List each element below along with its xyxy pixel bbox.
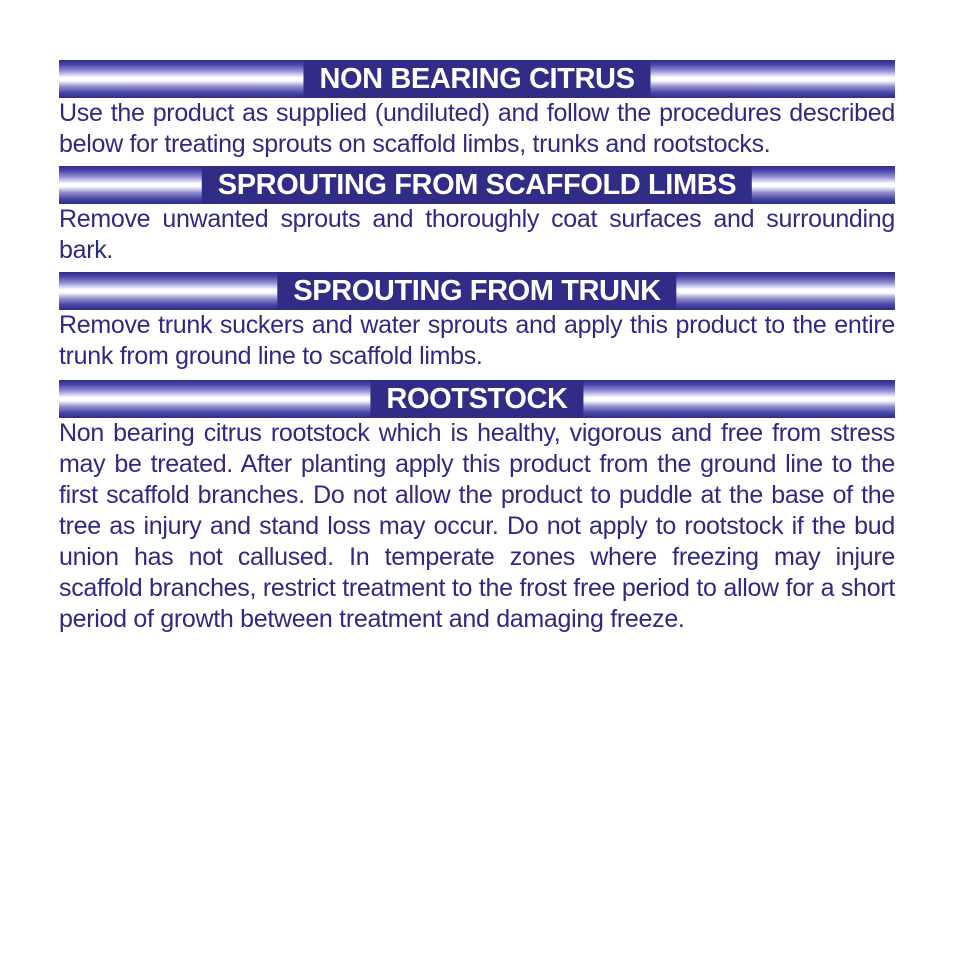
section-heading: NON BEARING CITRUS <box>303 60 650 98</box>
section-body-non-bearing-citrus: Use the product as supplied (undiluted) and follow the procedures described below for treating sprouts on scaffold limbs, trunks and rootstocks. <box>59 99 895 158</box>
section-header-trunk <box>59 272 895 310</box>
document-content <box>59 60 895 635</box>
section-header-non-bearing-citrus <box>59 60 895 98</box>
section-heading: ROOTSTOCK <box>370 380 583 418</box>
section-body-scaffold-limbs: Remove unwanted sprouts and thoroughly coat surfaces and surrounding bark. <box>59 205 895 264</box>
section-heading: SPROUTING FROM TRUNK <box>277 272 676 310</box>
section-header-rootstock <box>59 380 895 418</box>
section-body-rootstock: Non bearing citrus rootstock which is healthy, vigorous and free from stress may be treated. After planting apply this product from the ground line to the first scaffold branches. Do not allow the product to puddle at the base of the tree as injury and stand loss may occur. Do not apply to rootstock if the bud union has not callused. In temperate zones where freezing may injure scaffold branches, restrict treatment to the frost free period to allow for a short period of growth between treatment and damaging freeze. <box>59 419 895 633</box>
section-heading: SPROUTING FROM SCAFFOLD LIMBS <box>202 166 752 204</box>
section-header-scaffold-limbs <box>59 166 895 204</box>
section-body-trunk: Remove trunk suckers and water sprouts and apply this product to the entire trunk from ground line to scaffold limbs. <box>59 311 895 370</box>
